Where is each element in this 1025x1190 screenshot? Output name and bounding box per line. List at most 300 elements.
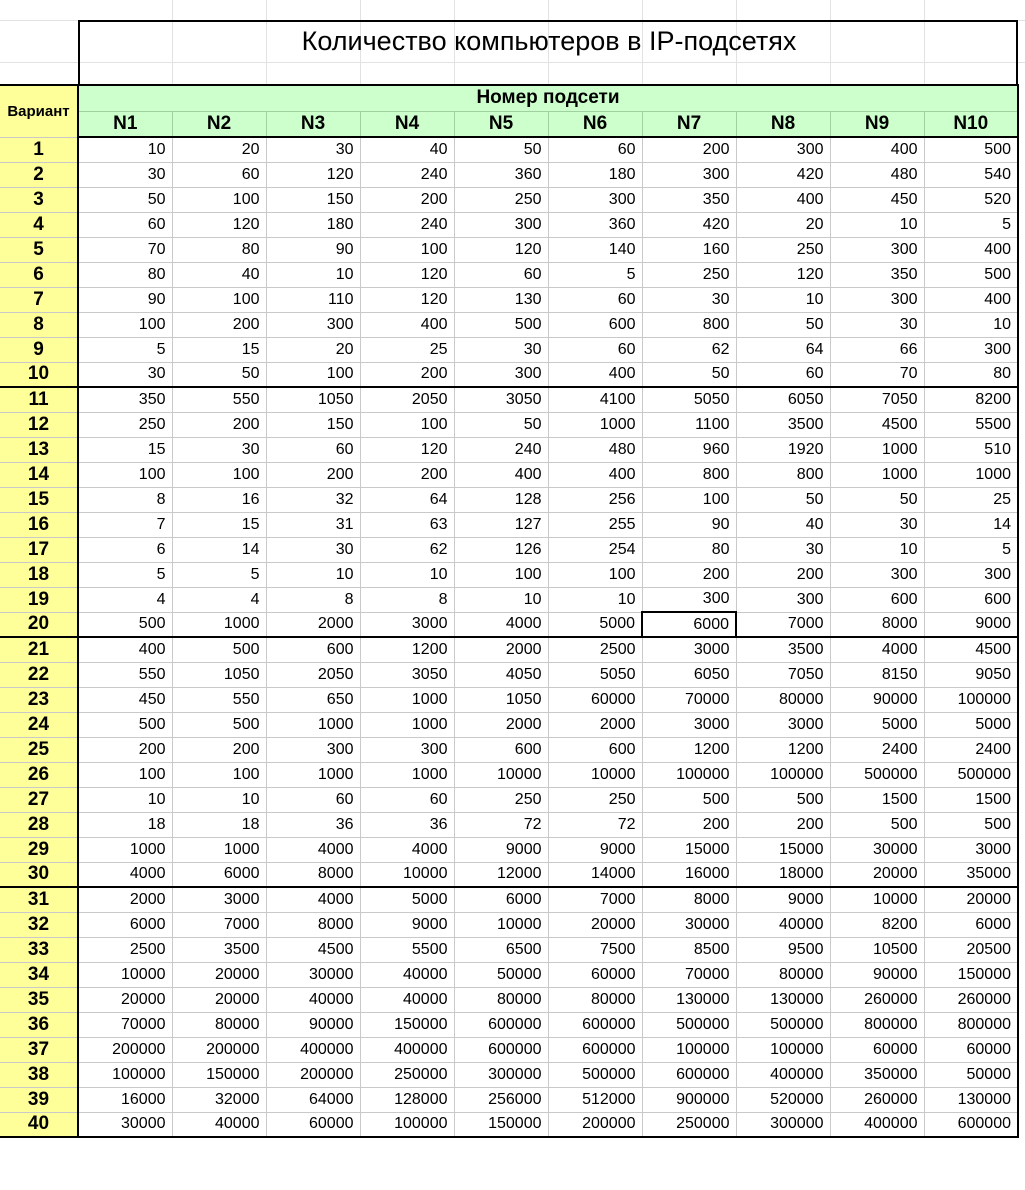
- value-cell[interactable]: 18000: [736, 862, 830, 887]
- value-cell[interactable]: 400: [924, 287, 1018, 312]
- value-cell[interactable]: 200: [360, 187, 454, 212]
- value-cell[interactable]: 60: [360, 787, 454, 812]
- value-cell[interactable]: 120: [736, 262, 830, 287]
- variant-number-cell[interactable]: 17: [0, 537, 78, 562]
- value-cell[interactable]: 50000: [924, 1062, 1018, 1087]
- value-cell[interactable]: 130000: [642, 987, 736, 1012]
- value-cell[interactable]: 8: [78, 487, 172, 512]
- value-cell[interactable]: 256000: [454, 1087, 548, 1112]
- value-cell[interactable]: 4100: [548, 387, 642, 412]
- value-cell[interactable]: 256: [548, 487, 642, 512]
- value-cell[interactable]: 250000: [360, 1062, 454, 1087]
- value-cell[interactable]: 4500: [830, 412, 924, 437]
- value-cell[interactable]: 126: [454, 537, 548, 562]
- value-cell[interactable]: 512000: [548, 1087, 642, 1112]
- value-cell[interactable]: 300: [924, 562, 1018, 587]
- value-cell[interactable]: 10: [924, 312, 1018, 337]
- value-cell[interactable]: 2050: [360, 387, 454, 412]
- value-cell[interactable]: 200000: [548, 1112, 642, 1137]
- value-cell[interactable]: 1500: [924, 787, 1018, 812]
- value-cell[interactable]: 250: [548, 787, 642, 812]
- value-cell[interactable]: 200000: [266, 1062, 360, 1087]
- value-cell[interactable]: 15: [172, 337, 266, 362]
- value-cell[interactable]: 1000: [830, 437, 924, 462]
- value-cell[interactable]: 1100: [642, 412, 736, 437]
- value-cell[interactable]: 240: [360, 212, 454, 237]
- value-cell[interactable]: 1000: [924, 462, 1018, 487]
- variant-number-cell[interactable]: 16: [0, 512, 78, 537]
- value-cell[interactable]: 30: [830, 312, 924, 337]
- value-cell[interactable]: 600000: [454, 1012, 548, 1037]
- value-cell[interactable]: 3000: [360, 612, 454, 637]
- variant-number-cell[interactable]: 28: [0, 812, 78, 837]
- value-cell[interactable]: 600: [830, 587, 924, 612]
- variant-number-cell[interactable]: 12: [0, 412, 78, 437]
- value-cell[interactable]: 4050: [454, 662, 548, 687]
- value-cell[interactable]: 64: [736, 337, 830, 362]
- value-cell[interactable]: 20000: [548, 912, 642, 937]
- value-cell[interactable]: 400: [454, 462, 548, 487]
- value-cell[interactable]: 500: [924, 262, 1018, 287]
- value-cell[interactable]: 120: [360, 287, 454, 312]
- value-cell[interactable]: 3000: [736, 712, 830, 737]
- value-cell[interactable]: 62: [642, 337, 736, 362]
- value-cell[interactable]: 4: [172, 587, 266, 612]
- value-cell[interactable]: 50: [454, 412, 548, 437]
- value-cell[interactable]: 30000: [642, 912, 736, 937]
- value-cell[interactable]: 6000: [78, 912, 172, 937]
- value-cell[interactable]: 30000: [266, 962, 360, 987]
- value-cell[interactable]: 15: [78, 437, 172, 462]
- value-cell[interactable]: 30000: [78, 1112, 172, 1137]
- value-cell[interactable]: 8: [360, 587, 454, 612]
- value-cell[interactable]: 128000: [360, 1087, 454, 1112]
- value-cell[interactable]: 32: [266, 487, 360, 512]
- value-cell[interactable]: 16: [172, 487, 266, 512]
- variant-number-cell[interactable]: 26: [0, 762, 78, 787]
- value-cell[interactable]: 18: [78, 812, 172, 837]
- value-cell[interactable]: 200: [736, 812, 830, 837]
- column-header-n5[interactable]: N5: [454, 111, 548, 137]
- value-cell[interactable]: 250: [454, 187, 548, 212]
- value-cell[interactable]: 100: [360, 412, 454, 437]
- value-cell[interactable]: 9000: [736, 887, 830, 912]
- value-cell[interactable]: 90000: [830, 962, 924, 987]
- variant-number-cell[interactable]: 15: [0, 487, 78, 512]
- value-cell[interactable]: 6050: [642, 662, 736, 687]
- value-cell[interactable]: 80000: [736, 962, 830, 987]
- value-cell[interactable]: 150000: [360, 1012, 454, 1037]
- value-cell[interactable]: 25: [924, 487, 1018, 512]
- value-cell[interactable]: 5: [924, 537, 1018, 562]
- value-cell[interactable]: 35000: [924, 862, 1018, 887]
- value-cell[interactable]: 600000: [454, 1037, 548, 1062]
- value-cell[interactable]: 120: [360, 262, 454, 287]
- value-cell[interactable]: 100: [454, 562, 548, 587]
- value-cell[interactable]: 18: [172, 812, 266, 837]
- value-cell[interactable]: 400: [830, 137, 924, 162]
- value-cell[interactable]: 350000: [830, 1062, 924, 1087]
- variant-number-cell[interactable]: 19: [0, 587, 78, 612]
- value-cell[interactable]: 70000: [642, 687, 736, 712]
- value-cell[interactable]: 200: [736, 562, 830, 587]
- value-cell[interactable]: 5: [78, 562, 172, 587]
- value-cell[interactable]: 200: [172, 412, 266, 437]
- value-cell[interactable]: 400: [736, 187, 830, 212]
- variant-number-cell[interactable]: 10: [0, 362, 78, 387]
- value-cell[interactable]: 3000: [642, 637, 736, 662]
- value-cell[interactable]: 10: [454, 587, 548, 612]
- value-cell[interactable]: 30: [266, 137, 360, 162]
- value-cell[interactable]: 14: [172, 537, 266, 562]
- value-cell[interactable]: 15000: [736, 837, 830, 862]
- value-cell[interactable]: 40000: [360, 962, 454, 987]
- value-cell[interactable]: 7050: [736, 662, 830, 687]
- value-cell[interactable]: 10000: [454, 912, 548, 937]
- value-cell[interactable]: 100000: [924, 687, 1018, 712]
- value-cell[interactable]: 1920: [736, 437, 830, 462]
- value-cell[interactable]: 800: [736, 462, 830, 487]
- value-cell[interactable]: 50: [78, 187, 172, 212]
- value-cell[interactable]: 120: [266, 162, 360, 187]
- value-cell[interactable]: 400000: [360, 1037, 454, 1062]
- value-cell[interactable]: 800: [642, 462, 736, 487]
- value-cell[interactable]: 10000: [454, 762, 548, 787]
- column-header-n7[interactable]: N7: [642, 111, 736, 137]
- value-cell[interactable]: 2000: [78, 887, 172, 912]
- variant-number-cell[interactable]: 6: [0, 262, 78, 287]
- value-cell[interactable]: 5500: [924, 412, 1018, 437]
- value-cell[interactable]: 5050: [642, 387, 736, 412]
- value-cell[interactable]: 200000: [78, 1037, 172, 1062]
- variant-number-cell[interactable]: 18: [0, 562, 78, 587]
- value-cell[interactable]: 400000: [736, 1062, 830, 1087]
- value-cell[interactable]: 140: [548, 237, 642, 262]
- value-cell[interactable]: 128: [454, 487, 548, 512]
- value-cell[interactable]: 150000: [172, 1062, 266, 1087]
- value-cell[interactable]: 20: [172, 137, 266, 162]
- value-cell[interactable]: 50: [736, 487, 830, 512]
- value-cell[interactable]: 80: [78, 262, 172, 287]
- value-cell[interactable]: 600: [548, 737, 642, 762]
- value-cell[interactable]: 7000: [736, 612, 830, 637]
- value-cell[interactable]: 300: [360, 737, 454, 762]
- value-cell[interactable]: 400000: [830, 1112, 924, 1137]
- value-cell[interactable]: 60: [548, 287, 642, 312]
- value-cell[interactable]: 50: [454, 137, 548, 162]
- value-cell[interactable]: 100: [172, 762, 266, 787]
- variant-number-cell[interactable]: 37: [0, 1037, 78, 1062]
- value-cell[interactable]: 420: [736, 162, 830, 187]
- value-cell[interactable]: 8000: [642, 887, 736, 912]
- column-header-n1[interactable]: N1: [78, 111, 172, 137]
- value-cell[interactable]: 6000: [924, 912, 1018, 937]
- value-cell[interactable]: 500: [78, 712, 172, 737]
- value-cell[interactable]: 350: [78, 387, 172, 412]
- value-cell[interactable]: 3000: [642, 712, 736, 737]
- value-cell[interactable]: 10: [172, 787, 266, 812]
- value-cell[interactable]: 120: [360, 437, 454, 462]
- value-cell[interactable]: 25: [360, 337, 454, 362]
- subnet-group-header[interactable]: Номер подсети: [78, 85, 1018, 111]
- value-cell[interactable]: 10: [266, 262, 360, 287]
- value-cell[interactable]: 9000: [454, 837, 548, 862]
- value-cell[interactable]: 100: [172, 187, 266, 212]
- value-cell[interactable]: 400: [78, 637, 172, 662]
- value-cell[interactable]: 500000: [736, 1012, 830, 1037]
- value-cell[interactable]: 360: [548, 212, 642, 237]
- column-header-n2[interactable]: N2: [172, 111, 266, 137]
- value-cell[interactable]: 32000: [172, 1087, 266, 1112]
- value-cell[interactable]: 64: [360, 487, 454, 512]
- value-cell[interactable]: 2500: [548, 637, 642, 662]
- value-cell[interactable]: 6000: [454, 887, 548, 912]
- value-cell[interactable]: 10000: [360, 862, 454, 887]
- value-cell[interactable]: 9050: [924, 662, 1018, 687]
- value-cell[interactable]: 7050: [830, 387, 924, 412]
- column-header-n3[interactable]: N3: [266, 111, 360, 137]
- value-cell[interactable]: 200: [78, 737, 172, 762]
- value-cell[interactable]: 200: [266, 462, 360, 487]
- value-cell[interactable]: 10: [78, 787, 172, 812]
- value-cell[interactable]: 1000: [266, 762, 360, 787]
- value-cell[interactable]: 80000: [548, 987, 642, 1012]
- value-cell[interactable]: 60: [172, 162, 266, 187]
- variant-number-cell[interactable]: 3: [0, 187, 78, 212]
- value-cell[interactable]: 550: [172, 687, 266, 712]
- value-cell[interactable]: 1200: [642, 737, 736, 762]
- value-cell[interactable]: 10: [360, 562, 454, 587]
- variant-number-cell[interactable]: 7: [0, 287, 78, 312]
- variant-number-cell[interactable]: 22: [0, 662, 78, 687]
- value-cell[interactable]: 600000: [642, 1062, 736, 1087]
- value-cell[interactable]: 500000: [924, 762, 1018, 787]
- value-cell[interactable]: 300: [548, 187, 642, 212]
- value-cell[interactable]: 500: [924, 812, 1018, 837]
- variant-number-cell[interactable]: 27: [0, 787, 78, 812]
- value-cell[interactable]: 2050: [266, 662, 360, 687]
- variant-number-cell[interactable]: 30: [0, 862, 78, 887]
- value-cell[interactable]: 80000: [736, 687, 830, 712]
- value-cell[interactable]: 1000: [360, 762, 454, 787]
- value-cell[interactable]: 400000: [266, 1037, 360, 1062]
- variant-number-cell[interactable]: 1: [0, 137, 78, 162]
- value-cell[interactable]: 500: [924, 137, 1018, 162]
- value-cell[interactable]: 7: [78, 512, 172, 537]
- value-cell[interactable]: 200: [642, 137, 736, 162]
- value-cell[interactable]: 5000: [548, 612, 642, 637]
- value-cell[interactable]: 150000: [454, 1112, 548, 1137]
- value-cell[interactable]: 4500: [266, 937, 360, 962]
- value-cell[interactable]: 1000: [266, 712, 360, 737]
- value-cell[interactable]: 10500: [830, 937, 924, 962]
- value-cell[interactable]: 6500: [454, 937, 548, 962]
- value-cell[interactable]: 450: [830, 187, 924, 212]
- value-cell[interactable]: 2000: [454, 712, 548, 737]
- value-cell[interactable]: 3000: [924, 837, 1018, 862]
- variant-number-cell[interactable]: 24: [0, 712, 78, 737]
- value-cell[interactable]: 5000: [360, 887, 454, 912]
- value-cell[interactable]: 9000: [360, 912, 454, 937]
- value-cell[interactable]: 6000: [172, 862, 266, 887]
- value-cell[interactable]: 62: [360, 537, 454, 562]
- value-cell[interactable]: 600000: [548, 1037, 642, 1062]
- value-cell[interactable]: 600000: [924, 1112, 1018, 1137]
- value-cell[interactable]: 100: [172, 462, 266, 487]
- value-cell[interactable]: 550: [172, 387, 266, 412]
- value-cell[interactable]: 7000: [172, 912, 266, 937]
- value-cell[interactable]: 300: [830, 562, 924, 587]
- value-cell[interactable]: 5000: [924, 712, 1018, 737]
- value-cell[interactable]: 500: [830, 812, 924, 837]
- value-cell[interactable]: 250: [78, 412, 172, 437]
- value-cell[interactable]: 100: [642, 487, 736, 512]
- value-cell[interactable]: 450: [78, 687, 172, 712]
- value-cell[interactable]: 120: [172, 212, 266, 237]
- value-cell[interactable]: 300: [642, 587, 736, 612]
- value-cell[interactable]: 1050: [454, 687, 548, 712]
- value-cell[interactable]: 300000: [454, 1062, 548, 1087]
- variant-number-cell[interactable]: 33: [0, 937, 78, 962]
- value-cell[interactable]: 60: [454, 262, 548, 287]
- value-cell[interactable]: 260000: [830, 987, 924, 1012]
- value-cell[interactable]: 70: [830, 362, 924, 387]
- value-cell[interactable]: 510: [924, 437, 1018, 462]
- value-cell[interactable]: 350: [642, 187, 736, 212]
- value-cell[interactable]: 5: [172, 562, 266, 587]
- value-cell[interactable]: 7500: [548, 937, 642, 962]
- value-cell[interactable]: 200: [360, 362, 454, 387]
- value-cell[interactable]: 100: [78, 462, 172, 487]
- value-cell[interactable]: 80: [172, 237, 266, 262]
- value-cell[interactable]: 9000: [924, 612, 1018, 637]
- value-cell[interactable]: 250000: [642, 1112, 736, 1137]
- value-cell[interactable]: 600: [454, 737, 548, 762]
- value-cell[interactable]: 1200: [736, 737, 830, 762]
- value-cell[interactable]: 60: [266, 437, 360, 462]
- value-cell[interactable]: 600: [266, 637, 360, 662]
- value-cell[interactable]: 60: [266, 787, 360, 812]
- value-cell[interactable]: 480: [830, 162, 924, 187]
- value-cell[interactable]: 2000: [548, 712, 642, 737]
- value-cell[interactable]: 90000: [266, 1012, 360, 1037]
- value-cell[interactable]: 100000: [642, 762, 736, 787]
- value-cell[interactable]: 300: [736, 137, 830, 162]
- value-cell[interactable]: 180: [548, 162, 642, 187]
- value-cell[interactable]: 40: [172, 262, 266, 287]
- value-cell[interactable]: 360: [454, 162, 548, 187]
- value-cell[interactable]: 100000: [736, 1037, 830, 1062]
- value-cell[interactable]: 420: [642, 212, 736, 237]
- value-cell[interactable]: 240: [454, 437, 548, 462]
- value-cell[interactable]: 8000: [266, 912, 360, 937]
- value-cell[interactable]: 300: [830, 287, 924, 312]
- value-cell[interactable]: 500: [454, 312, 548, 337]
- value-cell[interactable]: 5: [924, 212, 1018, 237]
- value-cell[interactable]: 20000: [172, 987, 266, 1012]
- variant-number-cell[interactable]: 2: [0, 162, 78, 187]
- value-cell[interactable]: 90: [78, 287, 172, 312]
- value-cell[interactable]: 300: [924, 337, 1018, 362]
- value-cell[interactable]: 1000: [548, 412, 642, 437]
- value-cell[interactable]: 1000: [360, 687, 454, 712]
- value-cell[interactable]: 30: [172, 437, 266, 462]
- value-cell[interactable]: 250: [454, 787, 548, 812]
- value-cell[interactable]: 4000: [78, 862, 172, 887]
- value-cell[interactable]: 200: [172, 737, 266, 762]
- value-cell[interactable]: 40000: [736, 912, 830, 937]
- value-cell[interactable]: 540: [924, 162, 1018, 187]
- value-cell[interactable]: 130000: [924, 1087, 1018, 1112]
- value-cell[interactable]: 1000: [360, 712, 454, 737]
- value-cell[interactable]: 8000: [830, 612, 924, 637]
- value-cell[interactable]: 200: [172, 312, 266, 337]
- value-cell[interactable]: 400: [548, 462, 642, 487]
- value-cell[interactable]: 300000: [736, 1112, 830, 1137]
- value-cell[interactable]: 250: [642, 262, 736, 287]
- value-cell[interactable]: 20000: [830, 862, 924, 887]
- value-cell[interactable]: 64000: [266, 1087, 360, 1112]
- value-cell[interactable]: 500: [642, 787, 736, 812]
- variant-number-cell[interactable]: 8: [0, 312, 78, 337]
- value-cell[interactable]: 500: [172, 712, 266, 737]
- value-cell[interactable]: 90: [266, 237, 360, 262]
- value-cell[interactable]: 80: [642, 537, 736, 562]
- value-cell[interactable]: 300: [642, 162, 736, 187]
- value-cell[interactable]: 100000: [78, 1062, 172, 1087]
- value-cell[interactable]: 30: [266, 537, 360, 562]
- value-cell[interactable]: 100: [78, 762, 172, 787]
- value-cell[interactable]: 14000: [548, 862, 642, 887]
- value-cell[interactable]: 10: [736, 287, 830, 312]
- value-cell[interactable]: 300: [266, 737, 360, 762]
- value-cell[interactable]: 10: [78, 137, 172, 162]
- value-cell[interactable]: 900000: [642, 1087, 736, 1112]
- value-cell[interactable]: 60: [78, 212, 172, 237]
- value-cell[interactable]: 50: [830, 487, 924, 512]
- value-cell[interactable]: 6: [78, 537, 172, 562]
- value-cell[interactable]: 100: [548, 562, 642, 587]
- value-cell[interactable]: 8500: [642, 937, 736, 962]
- value-cell[interactable]: 4000: [266, 837, 360, 862]
- value-cell[interactable]: 3050: [454, 387, 548, 412]
- value-cell[interactable]: 5500: [360, 937, 454, 962]
- value-cell[interactable]: 600000: [548, 1012, 642, 1037]
- variant-number-cell[interactable]: 34: [0, 962, 78, 987]
- value-cell[interactable]: 2400: [924, 737, 1018, 762]
- value-cell[interactable]: 90000: [830, 687, 924, 712]
- value-cell[interactable]: 480: [548, 437, 642, 462]
- variant-number-cell[interactable]: 29: [0, 837, 78, 862]
- column-header-n8[interactable]: N8: [736, 111, 830, 137]
- value-cell[interactable]: 60000: [924, 1037, 1018, 1062]
- value-cell[interactable]: 1000: [78, 837, 172, 862]
- value-cell[interactable]: 80: [924, 362, 1018, 387]
- variant-number-cell[interactable]: 36: [0, 1012, 78, 1037]
- variant-number-cell[interactable]: 38: [0, 1062, 78, 1087]
- value-cell[interactable]: 127: [454, 512, 548, 537]
- value-cell[interactable]: 10000: [78, 962, 172, 987]
- variant-number-cell[interactable]: 31: [0, 887, 78, 912]
- value-cell[interactable]: 30: [78, 362, 172, 387]
- value-cell[interactable]: 100000: [642, 1037, 736, 1062]
- value-cell[interactable]: 250: [736, 237, 830, 262]
- value-cell[interactable]: 60000: [548, 687, 642, 712]
- column-header-n6[interactable]: N6: [548, 111, 642, 137]
- value-cell[interactable]: 60: [548, 137, 642, 162]
- value-cell[interactable]: 20500: [924, 937, 1018, 962]
- value-cell[interactable]: 100: [78, 312, 172, 337]
